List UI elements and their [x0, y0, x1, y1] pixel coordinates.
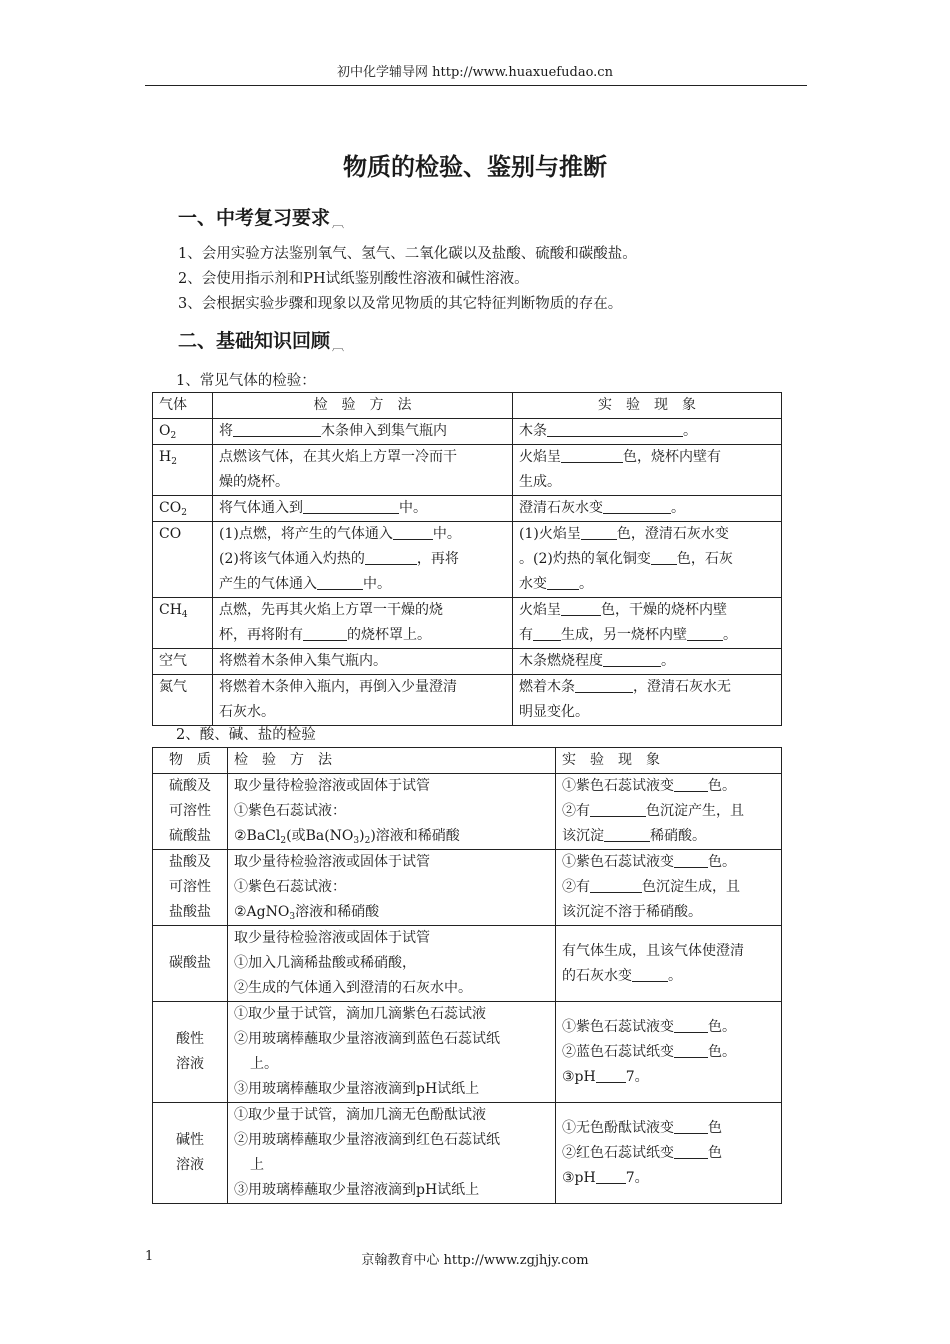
gas-test-table — [152, 392, 782, 726]
gas-cell: $O_2$ — [153, 419, 213, 445]
table-header-row — [153, 748, 782, 774]
table-row — [153, 649, 782, 675]
answer-blank[interactable] — [590, 799, 646, 817]
answer-blank[interactable] — [596, 1065, 626, 1083]
gas-cell: $CH_4$ — [153, 598, 213, 649]
gas-cell: $CO_2$ — [153, 496, 213, 522]
method-cell: 将燃着木条伸入集气瓶内。 — [213, 649, 513, 675]
answer-blank[interactable] — [651, 547, 677, 565]
section2-heading: 二、基础知识回顾 ︹ — [178, 330, 345, 353]
substance-cell: 碱性 溶液 — [153, 1103, 228, 1204]
method-cell: 点燃，先再其火焰上方罩一干燥的烧 杯，再将附有 的烧杯罩上。 — [213, 598, 513, 649]
method-cell: ①取少量于试管，滴加几滴紫色石蕊试液 ②用玻璃棒蘸取少量溶液滴到蓝色石蕊试纸 上。 ③用玻璃棒蘸取少量溶液滴到pH试纸上 — [228, 1002, 556, 1103]
substance-cell: 酸性 溶液 — [153, 1002, 228, 1103]
gas-cell: CO — [153, 522, 213, 598]
phenomenon-cell: 木条燃烧程度 。 — [513, 649, 782, 675]
table-header-row — [153, 393, 782, 419]
acid-base-salt-table — [152, 747, 782, 1204]
table-row — [153, 496, 782, 522]
method-cell: 将气体通入到 中。 — [213, 496, 513, 522]
page-number: 1 — [145, 1249, 154, 1264]
phenomenon-cell: 有气体生成，且该气体使澄清 的石灰水变 。 — [556, 926, 782, 1002]
answer-blank[interactable] — [603, 496, 671, 514]
table-row — [153, 850, 782, 926]
phenomenon-cell: 木条 。 — [513, 419, 782, 445]
header-cell: 气体 — [153, 393, 213, 419]
table1-caption: 1、常见气体的检验： — [176, 373, 316, 389]
header-cell: 检 验 方 法 — [228, 748, 556, 774]
phenomenon-cell: 火焰呈 色，烧杯内壁有 生成。 — [513, 445, 782, 496]
page-header: 初中化学辅导网 http://www.huaxuefudao.cn — [337, 65, 613, 80]
method-cell: ①取少量于试管，滴加几滴无色酚酞试液 ②用玻璃棒蘸取少量溶液滴到红色石蕊试纸 上 ③用玻璃棒蘸取少量溶液滴到pH试纸上 — [228, 1103, 556, 1204]
table-row — [153, 1103, 782, 1204]
answer-blank[interactable] — [547, 419, 683, 437]
gas-cell: 空气 — [153, 649, 213, 675]
section1-heading: 一、中考复习要求 ︹ — [178, 207, 345, 230]
method-cell: 取少量待检验溶液或固体于试管 ①紫色石蕊试液： ②AgNO$_3$溶液和稀硝酸 — [228, 850, 556, 926]
answer-blank[interactable] — [575, 675, 633, 693]
header-cell: 实 验 现 象 — [556, 748, 782, 774]
phenomenon-cell: ①紫色石蕊试液变 色。 ②有 色沉淀生成，且 该沉淀不溶于稀硝酸。 — [556, 850, 782, 926]
table-row — [153, 522, 782, 598]
phenomenon-cell: 燃着木条 ，澄清石灰水无 明显变化。 — [513, 675, 782, 726]
answer-blank[interactable] — [674, 1040, 708, 1058]
answer-blank[interactable] — [365, 547, 417, 565]
answer-blank[interactable] — [581, 522, 617, 540]
substance-cell: 硫酸及 可溶性 硫酸盐 — [153, 774, 228, 850]
answer-blank[interactable] — [303, 623, 347, 641]
answer-blank[interactable] — [561, 598, 601, 616]
phenomenon-cell: 澄清石灰水变 。 — [513, 496, 782, 522]
answer-blank[interactable] — [393, 522, 433, 540]
requirement-item: 3、会根据实验步骤和现象以及常见物质的其它特征判断物质的存在。 — [178, 296, 623, 312]
answer-blank[interactable] — [596, 1166, 626, 1184]
phenomenon-cell: (1)火焰呈 色，澄清石灰水变 。(2)灼热的氧化铜变 色，石灰 水变 。 — [513, 522, 782, 598]
method-cell: 点燃该气体，在其火焰上方罩一冷而干 燥的烧杯。 — [213, 445, 513, 496]
answer-blank[interactable] — [233, 419, 321, 437]
requirement-item: 1、会用实验方法鉴别氧气、氢气、二氧化碳以及盐酸、硫酸和碳酸盐。 — [178, 246, 637, 262]
requirement-item: 2、会使用指示剂和PH试纸鉴别酸性溶液和碱性溶液。 — [178, 271, 529, 287]
answer-blank[interactable] — [674, 774, 708, 792]
table-row — [153, 926, 782, 1002]
table-row — [153, 419, 782, 445]
table2-caption: 2、酸、碱、盐的检验 — [176, 727, 316, 743]
page-footer: 京翰教育中心 http://www.zgjhjy.com — [361, 1253, 589, 1268]
header-divider — [145, 85, 807, 86]
answer-blank[interactable] — [603, 649, 661, 667]
gas-cell: 氮气 — [153, 675, 213, 726]
answer-blank[interactable] — [632, 964, 668, 982]
phenomenon-cell: ①紫色石蕊试液变 色。 ②有 色沉淀产生，且 该沉淀 稀硝酸。 — [556, 774, 782, 850]
table-row — [153, 598, 782, 649]
answer-blank[interactable] — [303, 496, 399, 514]
answer-blank[interactable] — [604, 824, 650, 842]
table-row — [153, 1002, 782, 1103]
table-row — [153, 774, 782, 850]
substance-cell: 碳酸盐 — [153, 926, 228, 1002]
header-cell: 实 验 现 象 — [513, 393, 782, 419]
substance-cell: 盐酸及 可溶性 盐酸盐 — [153, 850, 228, 926]
answer-blank[interactable] — [533, 623, 561, 641]
phenomenon-cell: ①紫色石蕊试液变 色。 ②蓝色石蕊试纸变 色。 ③pH 7。 — [556, 1002, 782, 1103]
heading-mark-icon: ︹ — [332, 339, 345, 353]
gas-cell: $H_2$ — [153, 445, 213, 496]
page-title: 物质的检验、鉴别与推断 — [343, 153, 607, 181]
answer-blank[interactable] — [687, 623, 723, 641]
answer-blank[interactable] — [547, 572, 579, 590]
requirements-list — [178, 242, 798, 317]
answer-blank[interactable] — [317, 572, 363, 590]
heading-mark-icon: ︹ — [332, 216, 345, 230]
phenomenon-cell: ①无色酚酞试液变 色 ②红色石蕊试纸变 色 ③pH 7。 — [556, 1103, 782, 1204]
method-cell: 将 木条伸入到集气瓶内 — [213, 419, 513, 445]
table-row — [153, 675, 782, 726]
answer-blank[interactable] — [561, 445, 623, 463]
answer-blank[interactable] — [674, 850, 708, 868]
method-cell: (1)点燃，将产生的气体通入 中。 (2)将该气体通入灼热的 ，再将 产生的气体通入 中。 — [213, 522, 513, 598]
answer-blank[interactable] — [674, 1116, 708, 1134]
answer-blank[interactable] — [674, 1015, 708, 1033]
method-cell: 将燃着木条伸入瓶内，再倒入少量澄清 石灰水。 — [213, 675, 513, 726]
answer-blank[interactable] — [674, 1141, 708, 1159]
answer-blank[interactable] — [590, 875, 642, 893]
method-cell: 取少量待检验溶液或固体于试管 ①紫色石蕊试液： ②BaCl$_2$(或$Ba(NO_3)_2$)溶液和稀硝酸 — [228, 774, 556, 850]
header-cell: 物 质 — [153, 748, 228, 774]
phenomenon-cell: 火焰呈 色，干燥的烧杯内壁 有 生成，另一烧杯内壁 。 — [513, 598, 782, 649]
method-cell: 取少量待检验溶液或固体于试管 ①加入几滴稀盐酸或稀硝酸， ②生成的气体通入到澄清的石灰水中。 — [228, 926, 556, 1002]
table-row — [153, 445, 782, 496]
header-cell: 检 验 方 法 — [213, 393, 513, 419]
